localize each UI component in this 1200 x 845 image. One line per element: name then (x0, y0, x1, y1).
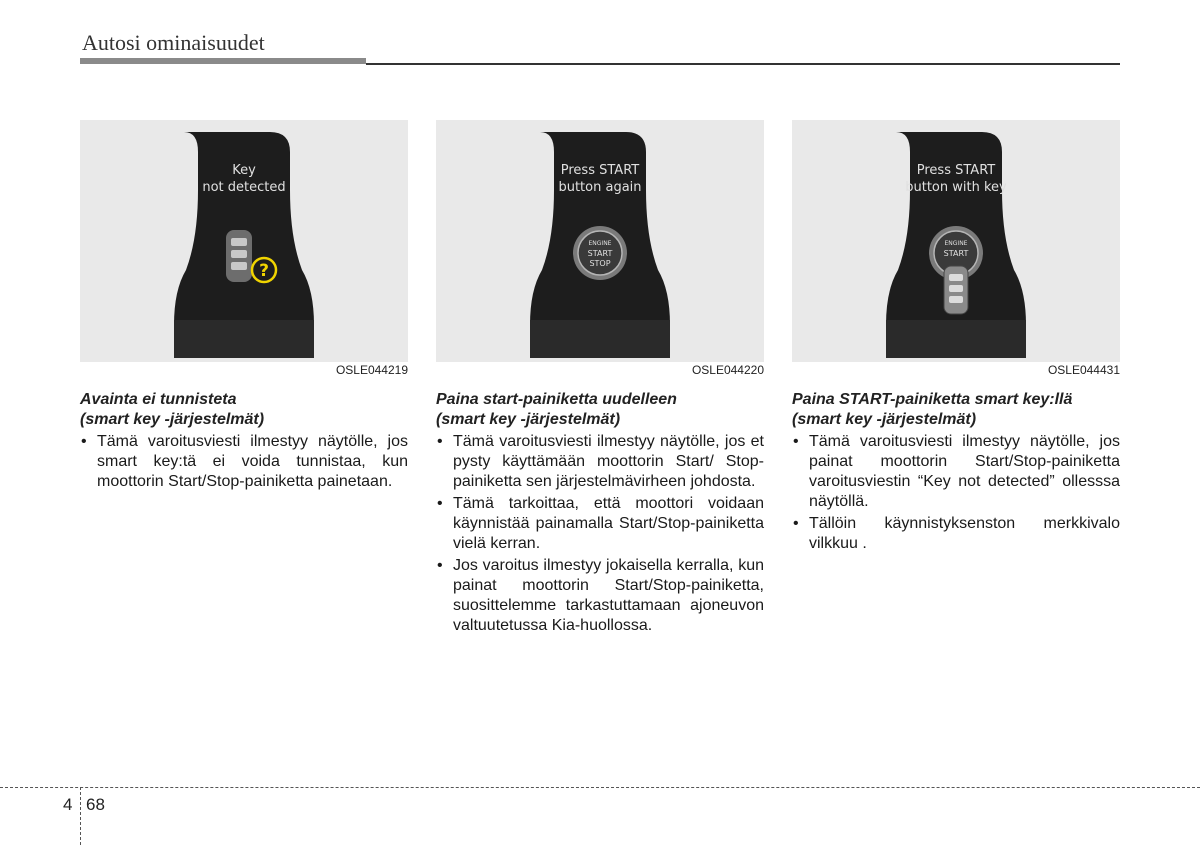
caption-line2: (smart key -järjestelmät) (792, 411, 977, 428)
bullet-list (436, 432, 764, 636)
svg-text:?: ? (259, 261, 269, 281)
figure-code: OSLE044219 (335, 363, 408, 377)
column-press-start-again (436, 120, 764, 638)
bullet-item: • Tämä tarkoittaa, että moottori voidaan käynnistää painamalla Start/Stop-painiketta vielä kerran. (436, 494, 764, 554)
cluster-display-illustration (436, 120, 764, 362)
column-key-not-detected (80, 120, 408, 494)
header-rule-accent (80, 58, 366, 64)
header-rule-line (366, 63, 1120, 65)
figure-code: OSLE044431 (1047, 363, 1120, 377)
page-header-title: Autosi ominaisuudet (82, 30, 265, 55)
smart-key-icon (944, 266, 968, 314)
column-press-start-with-key (792, 120, 1120, 556)
display-message-line2: button with key (905, 180, 1007, 195)
display-bottom-band (174, 320, 314, 358)
smart-key-icon (226, 230, 252, 282)
figure-key-not-detected (80, 120, 408, 362)
caption-line2: (smart key -järjestelmät) (436, 411, 621, 428)
svg-text:START: START (943, 249, 969, 258)
figure-press-start-with-key (792, 120, 1120, 362)
display-message-line2: button again (558, 180, 642, 195)
chapter-number: 4 (63, 795, 73, 814)
section-caption (792, 390, 1120, 430)
display-message-line1: Key (232, 163, 256, 178)
display-bottom-band (886, 320, 1026, 358)
display-message-line2: not detected (202, 180, 286, 195)
footer-vertical-divider (80, 787, 81, 845)
figure-code: OSLE044220 (691, 363, 764, 377)
cluster-display-illustration (80, 120, 408, 362)
svg-text:ENGINE: ENGINE (588, 240, 612, 247)
display-message-line1: Press START (916, 163, 996, 178)
display-message-line1: Press START (560, 163, 640, 178)
page-number: 68 (86, 795, 105, 814)
section-caption (436, 390, 764, 430)
bullet-item: • Tämä varoitusviesti ilmestyy näytölle, jos smart key:tä ei voida tunnistaa, kun moottorin Start/Stop-painiketta painetaan. (80, 432, 408, 492)
svg-text:STOP: STOP (589, 259, 611, 268)
bullet-list (80, 432, 408, 492)
caption-line2: (smart key -järjestelmät) (80, 411, 265, 428)
bullet-list (792, 432, 1120, 554)
caption-line1: Avainta ei tunnisteta (80, 391, 237, 408)
svg-text:ENGINE: ENGINE (944, 240, 968, 247)
bullet-item: • Tämä varoitusviesti ilmestyy näytölle, jos painat moottorin Start/Stop-painiketta varoitusviestin “Key not detected” ollesssa näytöllä. (792, 432, 1120, 512)
display-bottom-band (530, 320, 670, 358)
bullet-item: • Tämä varoitusviesti ilmestyy näytölle, jos et pysty käyttämään moottorin Start/ Stop-painiketta sen järjestelmävirheen johdosta. (436, 432, 764, 492)
cluster-display-illustration (792, 120, 1120, 362)
section-caption (80, 390, 408, 430)
bullet-item: • Tällöin käynnistyksenston merkkivalo vilkkuu . (792, 514, 1120, 554)
caption-line1: Paina start-painiketta uudelleen (436, 391, 677, 408)
footer-divider (0, 787, 1200, 788)
caption-line1: Paina START-painiketta smart key:llä (792, 391, 1073, 408)
bullet-item: • Jos varoitus ilmestyy jokaisella kerralla, kun painat moottorin Start/Stop-painiketta, suosittelemme tarkastuttamaan ajoneuvon valtuutetussa Kia-huollossa. (436, 556, 764, 636)
figure-press-start-again (436, 120, 764, 362)
svg-text:START: START (587, 249, 613, 258)
engine-start-stop-button-icon (573, 226, 627, 280)
